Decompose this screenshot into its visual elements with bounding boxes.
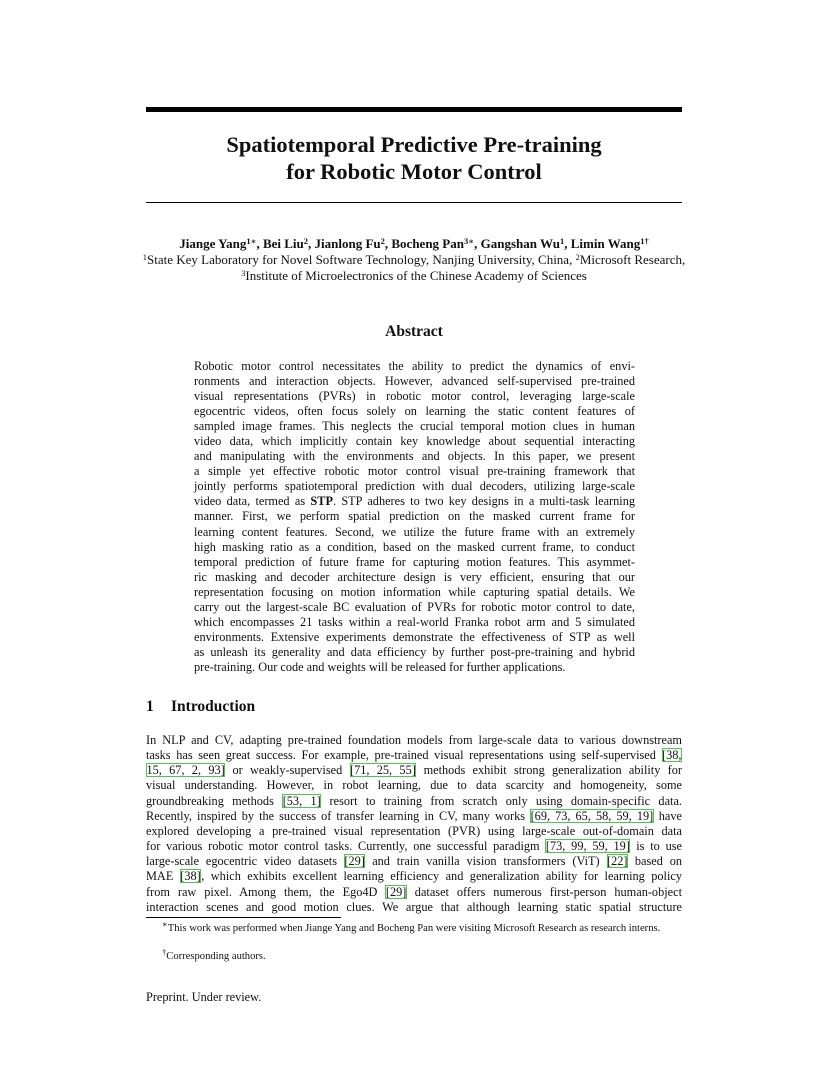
author-name: , Gangshan Wu bbox=[474, 236, 560, 251]
intro-text: based on bbox=[628, 854, 682, 869]
footnote-text: This work was performed when Jiange Yang and Bocheng Pan were visiting Microsoft Research as research interns. bbox=[167, 923, 661, 934]
author-name: , Bocheng Pan bbox=[384, 236, 464, 251]
abstract-line: visual representations (PVRs) in robotic motor control, leveraging large-scale bbox=[194, 389, 635, 404]
title-line-1: Spatiotemporal Predictive Pre-training bbox=[226, 132, 602, 157]
intro-text: methods exhibit strong generalization ability for bbox=[416, 763, 682, 778]
affiliation-mark: 1 bbox=[142, 252, 147, 262]
abstract-text: . STP adheres to two key designs in a multi-task learning bbox=[332, 494, 636, 509]
affiliation-line-2 bbox=[130, 268, 698, 284]
abstract-line-stp bbox=[194, 494, 635, 509]
author-names bbox=[130, 236, 698, 252]
affiliation-line-1 bbox=[130, 252, 698, 268]
citation-link[interactable]: [73, 99, 59, 19] bbox=[545, 839, 630, 854]
preprint-footer: Preprint. Under review. bbox=[146, 990, 262, 1004]
abstract-line: jointly performs spatiotemporal prediction with dual decoders, utilizing large-scale bbox=[194, 479, 635, 494]
abstract-line: a simple yet effective robotic motor control visual pre-training framework that bbox=[194, 464, 635, 479]
author-mark: 2 bbox=[380, 236, 385, 246]
abstract-line: and manipulating with the environments and objects. In this paper, we present bbox=[194, 449, 635, 464]
intro-line: explored developing a pre-trained visual representation (PVR) using large-scale out-of-domain data bbox=[146, 823, 682, 838]
abstract-line: as unleash its generality and data efficiency by further post-pre-training and hybrid bbox=[194, 644, 635, 659]
title-line-2: for Robotic Motor Control bbox=[286, 159, 542, 184]
abstract-line: sampled image frames. This neglects the crucial temporal motion clues in human bbox=[194, 419, 635, 434]
intro-line bbox=[146, 839, 682, 854]
abstract-body bbox=[194, 359, 635, 675]
abstract-line: pre-training. Our code and weights will be released for further applications. bbox=[194, 659, 566, 674]
author-mark: 2 bbox=[303, 236, 309, 246]
affiliation-text: State Key Laboratory for Novel Software Technology, Nanjing University, China, bbox=[146, 252, 576, 267]
abstract-line: Robotic motor control necessitates the ability to predict the dynamics of envi- bbox=[194, 359, 635, 373]
citation-link[interactable]: [38, bbox=[662, 748, 682, 763]
footnote-mark: † bbox=[162, 947, 167, 957]
intro-text: or weakly-supervised bbox=[225, 763, 350, 778]
author-name: Jiange Yang bbox=[179, 236, 247, 251]
author-mark: 3∗ bbox=[463, 236, 475, 246]
citation-link[interactable]: [29] bbox=[344, 854, 365, 869]
bottom-title-rule bbox=[146, 202, 682, 203]
author-name: , Bei Liu bbox=[256, 236, 304, 251]
intro-line bbox=[146, 794, 682, 809]
abstract-line: environments. Extensive experiments demonstrate the effectiveness of STP as well bbox=[194, 629, 635, 644]
intro-line: In NLP and CV, adapting pre-trained foundation models from large-scale data to various downstream bbox=[146, 733, 682, 747]
affiliation-mark: 2 bbox=[575, 252, 580, 262]
citation-link[interactable]: [22] bbox=[607, 854, 628, 869]
citation-link[interactable]: [29] bbox=[385, 884, 407, 899]
affiliation-mark: 3 bbox=[241, 268, 246, 278]
intro-text: resort to training from scratch only using domain-specific data. bbox=[321, 793, 682, 808]
intro-line bbox=[146, 885, 682, 900]
abstract-line: ronments and interaction objects. However, advanced self-supervised pre-trained bbox=[194, 374, 635, 389]
abstract-line: temporal prediction of future frame for capturing motion features. This asymmet- bbox=[194, 554, 635, 569]
citation-link[interactable]: 15, 67, 2, 93] bbox=[146, 763, 225, 778]
abstract-heading: Abstract bbox=[385, 323, 443, 340]
top-title-rule bbox=[146, 107, 682, 112]
section-title: Introduction bbox=[171, 698, 256, 715]
paper-title bbox=[146, 131, 682, 185]
abstract-line: manner. First, we perform spatial prediction on the masked current frame for bbox=[194, 509, 635, 524]
method-name: STP bbox=[310, 494, 333, 509]
citation-link[interactable]: [69, 73, 65, 58, 59, 19] bbox=[530, 808, 654, 823]
intro-text: from raw pixel. Among them, the Ego4D bbox=[146, 884, 386, 899]
abstract-line: representation focusing on motion information while capturing spatial details. We bbox=[194, 584, 635, 599]
abstract-line: learning content features. Second, we utilize the future frame with an extremely bbox=[194, 524, 635, 539]
intro-text: tasks has seen great success. For example, pre-trained visual representations using self-supervised bbox=[146, 748, 662, 763]
intro-line bbox=[146, 869, 682, 884]
intro-text: MAE bbox=[146, 869, 180, 884]
intro-text: large-scale egocentric video datasets bbox=[146, 854, 344, 869]
section-number: 1 bbox=[146, 698, 154, 715]
affiliation-text: Institute of Microelectronics of the Chinese Academy of Sciences bbox=[245, 268, 587, 283]
author-mark: 1 bbox=[559, 236, 565, 246]
intro-text: have bbox=[653, 808, 682, 823]
author-mark: 1∗ bbox=[246, 236, 257, 246]
author-mark: 1† bbox=[640, 236, 649, 246]
intro-text: for various robotic motor control tasks. Currently, one successful paradigm bbox=[146, 839, 546, 854]
footnote-text: Corresponding authors. bbox=[166, 951, 266, 962]
abstract-line: carry out the largest-scale BC evaluation of PVRs for robotic motor control to date, bbox=[194, 599, 635, 614]
intro-text: Recently, inspired by the success of transfer learning in CV, many works bbox=[146, 808, 531, 823]
intro-line bbox=[146, 748, 682, 763]
footnote-2 bbox=[146, 947, 682, 963]
author-name: , Jianlong Fu bbox=[308, 236, 381, 251]
abstract-line: high masking ratio as a condition, based on the masked current frame, to conduct bbox=[194, 539, 635, 554]
author-block bbox=[130, 236, 698, 284]
abstract-text: video data, termed as bbox=[194, 494, 311, 509]
introduction-body bbox=[146, 733, 682, 915]
intro-text: groundbreaking methods bbox=[146, 793, 283, 808]
intro-line bbox=[146, 809, 682, 824]
intro-line: visual understanding. However, in robot learning, due to data scarcity and homogeneity, some bbox=[146, 778, 682, 793]
intro-text: is to use bbox=[630, 839, 682, 854]
author-name: , Limin Wang bbox=[564, 236, 641, 251]
abstract-line: egocentric videos, often focus solely on learning the static content features of bbox=[194, 404, 635, 419]
abstract-line: which encompasses 21 tasks within a real-world Franka robot arm and 5 simulated bbox=[194, 614, 635, 629]
intro-line bbox=[146, 854, 682, 869]
citation-link[interactable]: [71, 25, 55] bbox=[350, 763, 416, 778]
section-heading-introduction bbox=[146, 698, 255, 716]
affiliation-text: Microsoft Research, bbox=[579, 252, 686, 267]
citation-link[interactable]: [53, 1] bbox=[282, 793, 321, 808]
footnote-rule bbox=[146, 917, 341, 918]
intro-text: and train vanilla vision transformers (ViT) bbox=[365, 854, 607, 869]
intro-text: dataset offers numerous first-person human-object bbox=[406, 884, 682, 899]
abstract-line: video data, which implicitly contain key knowledge about sequential interacting bbox=[194, 434, 635, 449]
intro-line: interaction scenes and good motion clues. We argue that although learning static spatial structure bbox=[146, 899, 682, 914]
abstract-line: ric masking and decoder architecture design is very efficient, ensuring that our bbox=[194, 569, 635, 584]
footnote-mark: ∗ bbox=[162, 919, 168, 929]
footnote-1 bbox=[146, 919, 682, 935]
intro-text: , which exhibits excellent learning efficiency and generalization ability for learning policy bbox=[201, 869, 682, 884]
intro-line bbox=[146, 763, 682, 778]
citation-link[interactable]: [38] bbox=[180, 869, 201, 884]
